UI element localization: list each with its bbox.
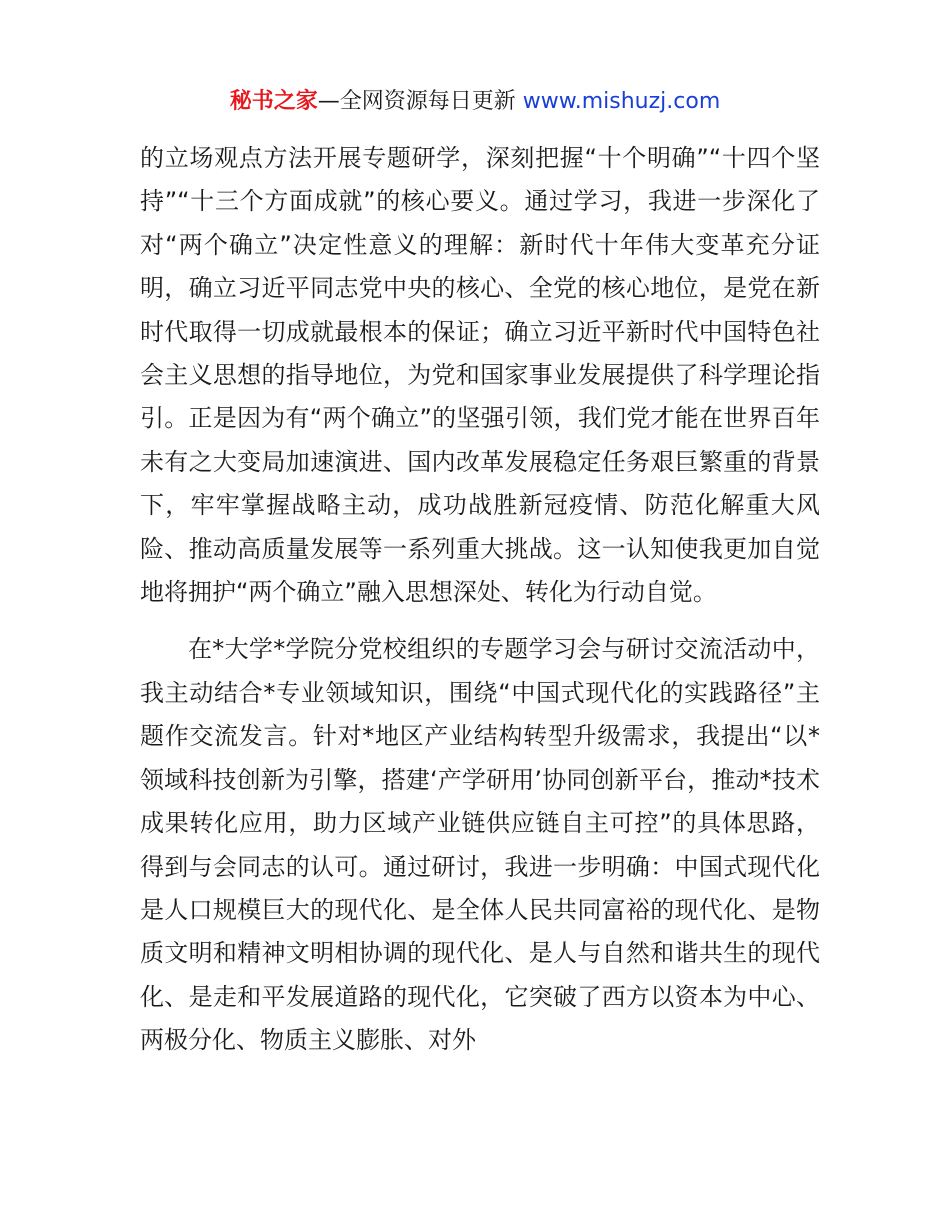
paragraph-2: 在*大学*学院分党校组织的专题学习会与研讨交流活动中，我主动结合*专业领域知识，围绕“中国式现代化的实践路径”主题作交流发言。针对*地区产业结构转型升级需求，我提出“以*领域科技创新为引擎，搭建‘产学研用’协同创新平台，推动*技术成果转化应用，助力区域产业链供应链自主可控”的具体思路，得到与会同志的认可。通过研讨，我进一步明确：中国式现代化是人口规模巨大的现代化、是全体人民共同富裕的现代化、是物质文明和精神文明相协调的现代化、是人与自然和谐共生的现代化、是走和平发展道路的现代化，它突破了西方以资本为中心、两极分化、物质主义膨胀、对外 <box>140 635 820 1055</box>
page-header <box>0 86 950 118</box>
site-brand: 秘书之家 <box>229 89 318 114</box>
paragraph-1: 的立场观点方法开展专题研学，深刻把握“十个明确”“十四个坚持”“十三个方面成就”的核心要义。通过学习，我进一步深化了对“两个确立”决定性意义的理解：新时代十年伟大变革充分证明，确立习近平同志党中央的核心、全党的核心地位，是党在新时代取得一切成就最根本的保证；确立习近平新时代中国特色社会主义思想的指导地位，为党和国家事业发展提供了科学理论指引。正是因为有“两个确立”的坚强引领，我们党才能在世界百年未有之大变局加速演进、国内改革发展稳定任务艰巨繁重的背景下，牢牢掌握战略主动，成功战胜新冠疫情、防范化解重大风险、推动高质量发展等一系列重大挑战。这一认知使我更加自觉地将拥护“两个确立”融入思想深处、转化为行动自觉。 <box>140 144 820 607</box>
site-tagline: —全网资源每日更新 <box>317 89 523 114</box>
document-body <box>140 137 820 1063</box>
site-url[interactable]: www.mishuzj.com <box>522 89 721 114</box>
